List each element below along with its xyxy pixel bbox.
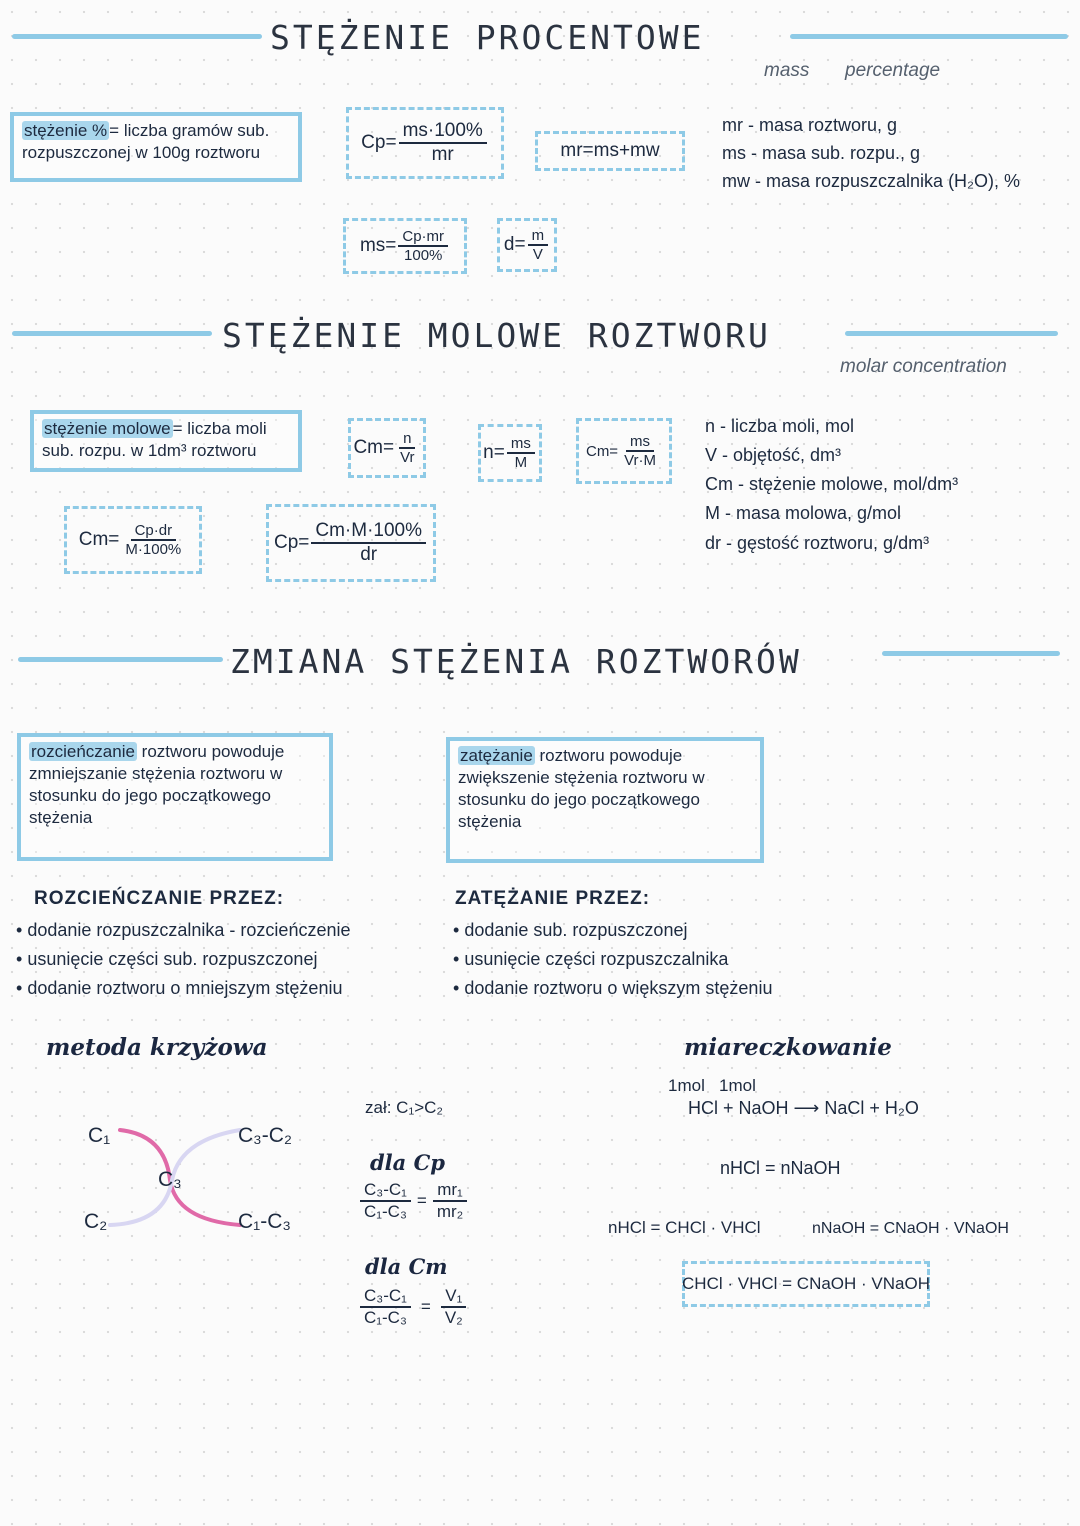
definition-term: stężenie molowe xyxy=(44,419,171,438)
moles-hcl-formula: nHCl = CHCl · VHCl xyxy=(608,1218,761,1237)
formula-cm-mass xyxy=(576,418,672,484)
formula-numerator: C₃-C₁ xyxy=(360,1286,411,1308)
formula-numerator: Cp·dr xyxy=(131,522,177,541)
definition-term: stężenie % xyxy=(24,121,108,140)
dilution-term: rozcieńczanie xyxy=(31,742,135,761)
formula-denominator: V xyxy=(532,246,543,263)
formula-lhs: Cp= xyxy=(361,132,397,153)
titration-final-formula xyxy=(682,1261,930,1307)
legend-item: V - objętość, dm³ xyxy=(705,445,842,466)
legend-item: Cm - stężenie molowe, mol/dm³ xyxy=(705,474,959,495)
formula-cp xyxy=(346,107,504,179)
formula-denominator: 100% xyxy=(404,247,443,264)
formula-lhs: ms= xyxy=(359,235,397,256)
formula-numerator: ms·100% xyxy=(399,120,487,144)
dilution-list xyxy=(16,916,351,1002)
list-item: • dodanie roztworu o mniejszym stężeniu xyxy=(16,974,351,1003)
formula-cm xyxy=(348,418,426,478)
formula-cp-from-cm xyxy=(266,504,436,582)
formula-ms xyxy=(343,218,467,274)
legend-item: n - liczba moli, mol xyxy=(705,416,855,436)
cross-equation-cm xyxy=(358,1286,469,1327)
formula-denominator: Vr·M xyxy=(624,452,657,469)
english-note: mass xyxy=(764,60,810,81)
formula-denominator: C₁-C₃ xyxy=(364,1307,407,1327)
cross-label-top-right: C₃-C₂ xyxy=(238,1124,293,1147)
dilution-heading: ROZCIEŃCZANIE PRZEZ: xyxy=(34,888,285,909)
concentration-text: roztworu powoduje zwiększenie stężenia roztworu w stosunku do jego początkowego stężenia xyxy=(458,746,705,832)
reaction-equation: HCl + NaOH ⟶ NaCl + H₂O xyxy=(688,1098,919,1118)
formula-text: CHCl · VHCl = CNaOH · VNaOH xyxy=(682,1274,930,1293)
formula-numerator: ms xyxy=(626,433,654,452)
legend-percent xyxy=(722,112,1020,196)
english-note: percentage xyxy=(845,60,941,81)
concentration-list xyxy=(453,916,772,1002)
formula-text: mr=ms+mw xyxy=(560,140,660,161)
formula-lhs: Cm= xyxy=(78,529,120,550)
formula-numerator: C₃-C₁ xyxy=(360,1180,411,1202)
legend-molar xyxy=(705,412,958,558)
formula-numerator: Cm·M·100% xyxy=(311,520,426,544)
formula-denominator: M·100% xyxy=(125,541,182,558)
formula-denominator: V₂ xyxy=(444,1307,463,1327)
divider-line xyxy=(12,331,212,336)
cross-label-c2: C₂ xyxy=(84,1210,108,1233)
legend-item: mr - masa roztworu, g xyxy=(722,115,898,135)
list-item: • dodanie sub. rozpuszczonej xyxy=(453,916,772,945)
cross-label-c3: C₃ xyxy=(158,1168,182,1191)
formula-lhs: Cm= xyxy=(585,442,619,460)
box-dilution xyxy=(17,733,333,861)
divider-line xyxy=(18,657,223,662)
formula-numerator: V₁ xyxy=(441,1286,466,1308)
formula-numerator: n xyxy=(399,430,415,449)
titration-title: miareczkowanie xyxy=(684,1034,892,1061)
section-title-molar: STĘŻENIE MOLOWE ROZTWORU xyxy=(222,316,771,355)
divider-line xyxy=(882,651,1060,656)
definition-text: = liczba gramów sub. rozpuszczonej w 100g roztworu xyxy=(22,121,270,163)
formula-mr xyxy=(535,131,685,171)
divider-line xyxy=(845,331,1058,336)
formula-denominator: mr xyxy=(431,144,454,165)
formula-numerator: Cp·mr xyxy=(398,228,448,247)
section-title-change: ZMIANA STĘŻENIA ROZTWORÓW xyxy=(230,642,802,681)
formula-density xyxy=(497,218,557,272)
formula-denominator: M xyxy=(514,454,528,471)
definition-text: = liczba moli sub. rozpu. w 1dm³ roztworu xyxy=(42,419,267,461)
equals-sign: = xyxy=(420,1296,431,1316)
divider-line xyxy=(12,34,262,39)
assumption-text: zał: C₁>C₂ xyxy=(365,1098,443,1117)
formula-lhs: Cp= xyxy=(273,532,310,553)
formula-lhs: Cm= xyxy=(353,437,395,458)
formula-denominator: C₁-C₃ xyxy=(364,1201,407,1221)
formula-moles xyxy=(478,424,542,482)
concentration-term: zatężanie xyxy=(460,746,533,765)
for-cp-label: dla Cp xyxy=(370,1150,445,1175)
definition-box-molar xyxy=(30,410,302,472)
cross-label-bottom-right: C₁-C₃ xyxy=(238,1210,291,1233)
definition-box-percent xyxy=(10,112,302,182)
formula-cm-from-cp xyxy=(64,506,202,574)
cross-method-title: metoda krzyżowa xyxy=(46,1034,268,1061)
formula-numerator: m xyxy=(528,227,549,246)
list-item: • dodanie rozpuszczalnika - rozcieńczenie xyxy=(16,916,351,945)
moles-naoh-formula: nNaOH = CNaOH · VNaOH xyxy=(812,1220,1009,1237)
dilution-text: roztworu powoduje zmniejszanie stężenia roztworu w stosunku do jego początkowego stężenia xyxy=(29,742,285,828)
formula-denominator: mr₂ xyxy=(436,1201,464,1221)
formula-numerator: mr₁ xyxy=(433,1180,467,1202)
equals-sign: = xyxy=(416,1190,427,1210)
formula-denominator: Vr xyxy=(400,449,415,466)
mole-ratio: 1mol 1mol xyxy=(668,1076,756,1095)
legend-item: dr - gęstość roztworu, g/dm³ xyxy=(705,532,930,553)
cross-equation-cp xyxy=(358,1180,469,1221)
formula-numerator: ms xyxy=(507,435,535,454)
cross-label-c1: C₁ xyxy=(88,1124,111,1147)
section-title-percent: STĘŻENIE PROCENTOWE xyxy=(270,18,705,57)
concentration-heading: ZATĘŻANIE PRZEZ: xyxy=(455,888,651,909)
formula-lhs: d= xyxy=(503,234,526,255)
formula-denominator: dr xyxy=(360,544,378,565)
list-item: • dodanie roztworu o większym stężeniu xyxy=(453,974,772,1003)
list-item: • usunięcie części sub. rozpuszczonej xyxy=(16,945,351,974)
divider-line xyxy=(790,34,1068,39)
legend-item: M - masa molowa, g/mol xyxy=(705,503,902,524)
legend-item: ms - masa sub. rozpu., g xyxy=(722,142,921,163)
for-cm-label: dla Cm xyxy=(365,1254,448,1279)
list-item: • usunięcie części rozpuszczalnika xyxy=(453,945,772,974)
formula-lhs: n= xyxy=(483,442,505,463)
mole-equality: nHCl = nNaOH xyxy=(720,1158,841,1178)
box-concentration xyxy=(446,737,764,863)
legend-item: mw - masa rozpuszczalnika (H₂O), % xyxy=(722,170,1021,191)
english-note: molar concentration xyxy=(840,356,1007,377)
